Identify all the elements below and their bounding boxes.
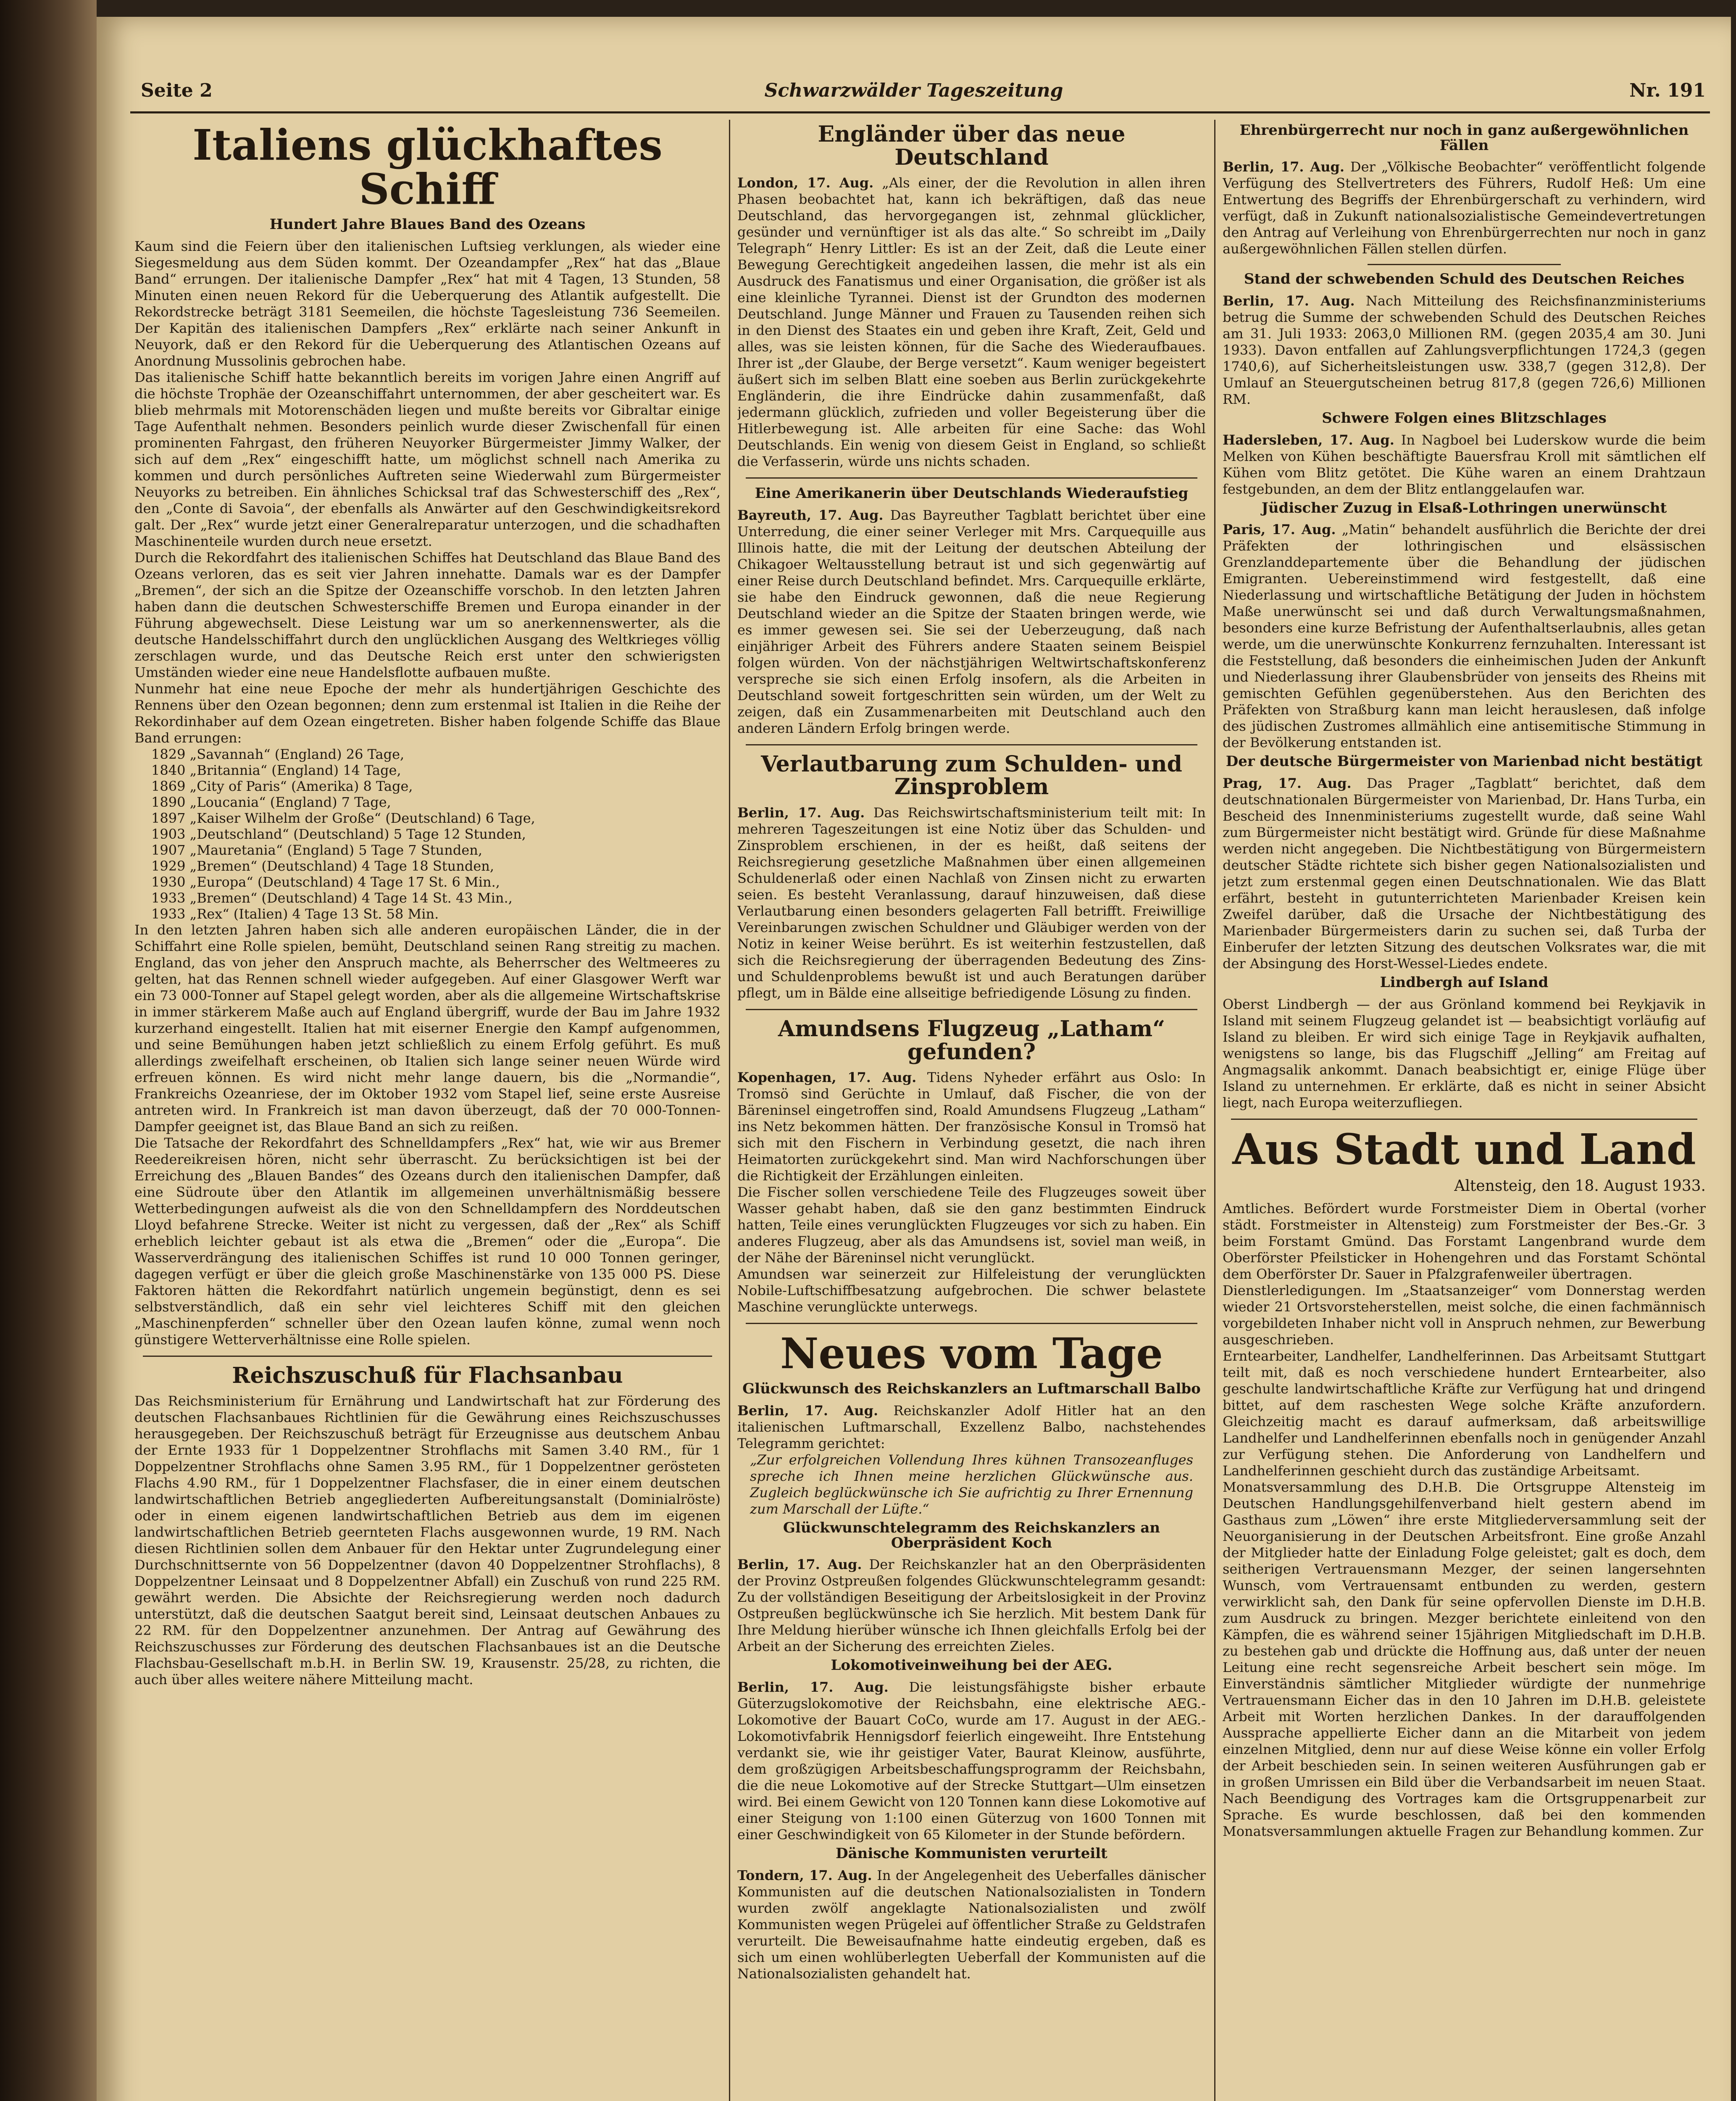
section-title: Neues vom Tage <box>780 1329 1163 1379</box>
list-item: 1829 „Savannah“ (England) 26 Tage, <box>151 746 405 762</box>
dateline: Kopenhagen, 17. Aug. <box>737 1069 917 1086</box>
dateline: London, 17. Aug. <box>737 175 874 191</box>
article-rex <box>134 120 721 1348</box>
dateline: Bayreuth, 17. Aug. <box>737 507 884 523</box>
article-subtitle: Hundert Jahre Blaues Band des Ozeans <box>269 216 586 233</box>
article-title: Jüdischer Zuzug in Elsaß-Lothringen unerwünscht <box>1261 499 1667 516</box>
article-title: Glückwunsch des Reichskanzlers an Luftmarschall Balbo <box>742 1380 1201 1398</box>
paragraph: Dienstlerledigungen. Im „Staatsanzeiger“ vom Donnerstag werden wieder 21 Ortsvorsteherstellen, meist solche, die einen fachmännisch vorgebildeten Inhaber nicht voll in Anspruch nehmen, zur Bewerbung ausgeschrieben. <box>1223 1282 1706 1348</box>
article-divider <box>1368 264 1561 265</box>
article-latham <box>737 1018 1206 1315</box>
article-title: Italiens glückhaftes Schiff <box>192 120 663 214</box>
paragraph: Die Tatsache der Rekordfahrt des Schnelldampfers „Rex“ hat, wie wir aus Bremer Reedereikreisen hören, nicht sehr überrascht. Zu berücksichtigen ist bei der Erreichung des „Blauen Bandes“ des Ozeans durch den italienischen Dampfer, daß eine Südroute über den Atlantik im allgemeinen unverhältnismäßig bessere Wetterbedingungen aufweist als die von den Schnelldampfern des Norddeutschen Lloyd befahrene Strecke. Weiter ist nicht zu vergessen, daß der „Rex“ als Schiff erheblich leichter gebaut ist als etwa die „Bremen“ oder die „Europa“. Die Wasserverdrängung des italienischen Schiffes ist rund 10 000 Tonnen geringer, dagegen verfügt er über die gleich große Maschinenstärke von 135 000 PS. Diese Faktoren hätten die Rekordfahrt natürlich ungemein begünstigt, denn es sei selbstverständlich, daß ein sehr viel leichteres Schiff mit den gleichen „Maschinenpferden“ schneller über den Ozean laufen könne, zumal wenn noch günstigere Wetterverhältnisse eine Rolle spielen. <box>134 1135 721 1348</box>
section-aus-stadt-und-land <box>1223 1124 1706 1840</box>
paragraph: Das italienische Schiff hatte bekanntlich bereits im vorigen Jahre einen Angriff auf die höchste Trophäe der Ozeanschiffahrt unternommen, der aber gescheitert war. Es blieb mehrmals mit Motorenschäden liegen und mußte bereits vor Gibraltar einige Tage Aufenthalt nehmen. Besonders peinlich wurde dieser Zwischenfall für einen prominenten Fahrgast, den früheren Neuyorker Bürgermeister Jimmy Walker, der sich auf dem „Rex“ eingeschifft hatte, um möglichst schnell nach Amerika zu kommen und durch persönliches Auftreten seine Wiederwahl zum Bürgermeister Neuyorks zu betreiben. Ein ähnliches Schicksal traf das Schwesterschiff des „Rex“, den „Conte di Savoia“, der ebenfalls als Anwärter auf den Geschwindigkeitsrekord galt. Der „Rex“ wurde jetzt einer Generalreparatur unterzogen, und die schadhaften Maschinenteile wurden durch neue ersetzt. <box>134 369 721 549</box>
dateline: Paris, 17. Aug. <box>1223 521 1336 538</box>
paragraph: Amundsen war seinerzeit zur Hilfeleistung der verunglückten Nobile-Luftschiffbesatzung aufgebrochen. Die schwer belastete Maschine verunglückte unterwegs. <box>737 1266 1206 1315</box>
article-divider <box>746 1323 1197 1324</box>
paragraph: Der „Völkische Beobachter“ veröffentlicht folgende Verfügung des Stellvertreters des Führers, Rudolf Heß: Um eine Entwertung des Begriffs der Ehrenbürgerschaft zu verhindern, wird verfügt, daß in Zukunft nationalsozialistische Gemeindevertretungen den Antrag auf Verleihung von Ehrenbürgerrechten nur noch in ganz außergewöhnlichen Fällen stellen dürfen. <box>1223 159 1706 257</box>
book-binding <box>0 0 97 2101</box>
paragraph: Nach Mitteilung des Reichsfinanzministeriums betrug die Summe der schwebenden Schuld des Deutschen Reiches am 31. Juli 1933: 2063,0 Millionen RM. (gegen 2035,4 am 30. Juni 1933). Davon entfallen auf Zahlungsverpflichtungen 1724,3 (gegen 1740,6), auf Sicherheitsleistungen usw. 338,7 (gegen 312,8). Der Umlauf an Steuergutscheinen betrug 817,8 (gegen 726,6) Millionen RM. <box>1223 293 1706 408</box>
article-title: Ehrenbürgerrecht nur noch in ganz außergewöhnlichen Fällen <box>1239 122 1689 154</box>
paragraph: Erntearbeiter, Landhelfer, Landhelferinnen. Das Arbeitsamt Stuttgart teilt mit, daß es noch verschiedene hundert Erntearbeiter, also geschulte landwirtschaftliche Kräfte zur Verfügung hat und dringend bittet, auf dem raschesten Wege solche Kräfte anzufordern. Gleichzeitig macht es darauf aufmerksam, daß arbeitswillige Landhelfer und Landhelferinnen ebenfalls noch in genügender Anzahl zur Verfügung stehen. Die Anforderung von Landhelfern und Landhelferinnen geschieht durch das zuständige Arbeitsamt. <box>1223 1348 1706 1479</box>
paragraph: Monatsversammlung des D.H.B. Die Ortsgruppe Altensteig im Deutschen Handlungsgehilfenverband hielt gestern abend im Gasthaus zum „Löwen“ ihre erste Mitgliederversammlung seit der Neuorganisierung in der Deutschen Arbeitsfront. Eine große Anzahl der Mitglieder hatte der Einladung Folge geleistet; galt es doch, dem seitherigen Vertrauensmann Mezger, der seinen langersehnten Wunsch, vom Vertrauensamt entbunden zu werden, gestern verwirklicht sah, den Dank für seine opfervollen Dienste im D.H.B. zum Ausdruck zu bringen. Mezger berichtete einleitend von den Kämpfen, die es während seiner 15jährigen Mitgliedschaft im D.H.B. zu bestehen gab und drückte die Hoffnung aus, daß unter der neuen Leitung eine recht segensreiche Arbeit beschert sein möge. Im Einverständnis sämtlicher Mitglieder würdigte der nunmehrige Vertrauensmann Eicher das in den 10 Jahren im D.H.B. geleistete Arbeit mit Worten herzlichen Dankes. In der darauffolgenden Aussprache appellierte Eicher dann an die Mitarbeit von jedem einzelnen Mitglied, denn nur auf diese Weise könne ein voller Erfolg der Arbeit beschieden sein. In seinen weiteren Ausführungen gab er in großen Umrissen ein Bild über die Verbandsarbeit im neuen Staat. Nach Beendigung des Vortrages kam die Ortsgruppenarbeit zur Sprache. Es wurde beschlossen, daß bei den kommenden Monatsversammlungen aktuelle Fragen zur Behandlung kommen. Zur <box>1223 1479 1706 1839</box>
page-number: Seite 2 <box>141 80 213 101</box>
newspaper-title: Schwarzwälder Tageszeitung <box>764 80 1063 101</box>
article-divider <box>746 477 1197 479</box>
list-item: 1933 „Rex“ (Italien) 4 Tage 13 St. 58 Min. <box>151 906 439 922</box>
paragraph: Der Reichskanzler hat an den Oberpräsidenten der Provinz Ostpreußen folgendes Glückwunschtelegramm gesandt: Zu der vollständigen Beseitigung der Arbeitslosigkeit in der Provinz Ostpreußen beglückwünsche ich Sie herzlich. Mit bestem Dank für Ihre Meldung hierüber wünsche ich Ihnen gleichfalls Erfolg bei der Arbeit an der Sicherung des erreichten Zieles. <box>737 1556 1206 1655</box>
article-title: Lindbergh auf Island <box>1380 974 1549 991</box>
article-divider <box>746 1009 1197 1010</box>
paragraph: Nunmehr hat eine neue Epoche der mehr als hundertjährigen Geschichte des Rennens über den Ozean begonnen; denn zum erstenmal ist Italien in die Reihe der Rekordinhaber auf dem Ozean eingetreten. Bisher haben folgende Schiffe das Blaue Band errungen: <box>134 680 721 746</box>
article-title: Eine Amerikanerin über Deutschlands Wiederaufstieg <box>755 485 1189 502</box>
article-title: Der deutsche Bürgermeister von Marienbad nicht bestätigt <box>1226 753 1703 770</box>
list-item: 1840 „Britannia“ (England) 14 Tage, <box>151 762 401 778</box>
dateline: Berlin, 17. Aug. <box>1223 159 1344 175</box>
paragraph: In der Angelegenheit des Ueberfalles dänischer Kommunisten auf die deutschen Nationalsozialisten in Tondern wurden zwölf angeklagte Nationalsozialisten und zwölf Kommunisten wegen Prügelei auf öffentlicher Straße zu Geldstrafen verurteilt. Die Beweisaufnahme hatte eindeutig ergeben, daß es sich um einen wohlüberlegten Ueberfall der Kommunisten auf die Nationalsozialisten gehandelt hat. <box>737 1867 1206 1982</box>
dateline: Prag, 17. Aug. <box>1223 775 1352 792</box>
paragraph: „Als einer, der die Revolution in allen ihren Phasen beobachtet hat, kann ich bekräftigen, daß das neue Deutschland, das hervorgegangen ist, zehnmal glücklicher, gesünder und vernünftiger ist als das alte.“ So schreibt im „Daily Telegraph“ Henry Littler: Es ist an der Zeit, daß die Leute einer Bewegung Gerechtigkeit angedeihen lassen, die mehr ist als ein Ausdruck des Fanatismus und einer Organisation, die größer ist als eine kleinliche Tyrannei. Dienst ist der Grundton des modernen Deutschland. Junge Männer und Frauen zu Tausenden reihen sich in den Dienst des Staates ein und geben ihre Kraft, Zeit, Geld und alles, was sie leisten können, für die Sache des Wiederaufbaues. Ihrer ist „der Glaube, der Berge versetzt“. Kaum weniger begeistert äußert sich im selben Blatt eine soeben aus Berlin zurückgekehrte Engländerin, die ihre Eindrücke dahin zusammenfaßt, daß jedermann glücklich, zufrieden und voller Begeisterung über die Hitlerbewegung ist. Alle arbeiten für eine Sache: das Wohl Deutschlands. Ein wenig von diesem Geist in England, so schließt die Verfasserin, würde uns nichts schaden. <box>737 175 1206 470</box>
paragraph: Durch die Rekordfahrt des italienischen Schiffes hat Deutschland das Blaue Band des Ozeans verloren, das es seit vier Jahren innehatte. Damals war es der Dampfer „Bremen“, der sich an die Spitze der Ozeanschiffe vorschob. In den letzten Jahren haben dann die deutschen Schwesterschiffe Bremen und Europa einander in der Führung abgewechselt. Diese Leistung war um so anerkennenswerter, als die deutsche Handelsschiffahrt durch den unglücklichen Ausgang des Weltkrieges völlig zerschlagen wurde, und das Deutsche Reich erst unter den schwierigsten Umständen wieder eine neue Handelsflotte aufbauen mußte. <box>134 549 721 680</box>
list-item: 1890 „Loucania“ (England) 7 Tage, <box>151 794 391 810</box>
header-rule <box>130 111 1710 113</box>
column-1 <box>134 120 721 2101</box>
article-title: Engländer über das neue Deutschland <box>818 121 1126 170</box>
article-amerikanerin <box>737 486 1206 737</box>
paragraph: „Matin“ behandelt ausführlich die Berichte der drei Präfekten der lothringischen und elsässischen Grenzlanddepartemente über die Behandlung der jüdischen Emigranten. Uebereinstimmend wird festgestellt, daß eine Niederlassung und wirtschaftliche Betätigung der Juden in höchstem Maße unerwünscht sei und daß durch Verwaltungsmaßnahmen, besonders eine kurze Befristung der Aufenthaltserlaubnis, alles getan werde, um die unerwünschte Konkurrenz fernzuhalten. Interessant ist die Feststellung, daß besonders die einheimischen Juden der Ankunft und Niederlassung ihrer Glaubensbrüder von jenseits des Rheins mit gemischten Gefühlen gegenüberstehen. Aus den Berichten des Präfekten von Straßburg kann man leicht herauslesen, daß infolge des jüdischen Zustromes allmählich eine antisemitische Stimmung in der Bevölkerung entstanden ist. <box>1223 521 1706 751</box>
paragraph: Amtliches. Befördert wurde Forstmeister Diem in Obertal (vorher städt. Forstmeister in Altensteig) zum Forstmeister der Bes.-Gr. 3 beim Forstamt Gmünd. Das Forstamt Langenbrand wurde dem Oberförster Pfeilsticker in Hohengehren und das Forstamt Schöntal dem Oberförster Dr. Sauer in Pfalzgrafenweiler übertragen. <box>1223 1200 1706 1282</box>
article-schwebende-schuld <box>1223 272 1706 408</box>
record-list <box>134 746 721 922</box>
article-blitzschlag <box>1223 411 1706 498</box>
dateline: Berlin, 17. Aug. <box>737 1402 879 1419</box>
dateline: Berlin, 17. Aug. <box>737 1556 862 1573</box>
article-juedischer-zuzug <box>1223 501 1706 751</box>
article-title: Dänische Kommunisten verurteilt <box>836 1845 1107 1862</box>
list-item: 1897 „Kaiser Wilhelm der Große“ (Deutschland) 6 Tage, <box>151 810 535 826</box>
article-title: Reichszuschuß für Flachsanbau <box>232 1362 623 1388</box>
list-item: 1929 „Bremen“ (Deutschland) 4 Tage 18 Stunden, <box>151 858 494 874</box>
paragraph: Das Reichswirtschaftsministerium teilt mit: In mehreren Tageszeitungen ist eine Notiz über das Schulden- und Zinsproblem erschienen, in der es heißt, daß seitens der Reichsregierung gesetzliche Maßnahmen über einen allgemeinen Schuldenerlaß oder einen Nachlaß von Zinsen nicht zu erwarten seien. Es besteht Veranlassung, darauf hinzuweisen, daß diese Verlautbarung einen besonders gelagerten Fall betrifft. Freiwillige Vereinbarungen zwischen Schuldner und Gläubiger werden von der Notiz in keiner Weise berührt. Es ist weiterhin festzustellen, daß sich die Reichsregierung der überragenden Bedeutung des Zins- und Schuldenproblems bewußt ist und auch Beratungen darüber pflegt, um in Bälde eine allseitige befriedigende Lösung zu finden. <box>737 805 1206 1001</box>
list-item: 1907 „Mauretania“ (England) 5 Tage 7 Stunden, <box>151 842 483 858</box>
paragraph: Kaum sind die Feiern über den italienischen Luftsieg verklungen, als wieder eine Siegesmeldung aus dem Süden kommt. Der Ozeandampfer „Rex“ hat das „Blaue Band“ errungen. Der italienische Dampfer „Rex“ hat mit 4 Tagen, 13 Stunden, 58 Minuten einen neuen Rekord für die Ueberquerung des Atlantik aufgestellt. Die Rekordstrecke beträgt 3181 Seemeilen, die höchste Tagesleistung 736 Seemeilen. Der Kapitän des italienischen Dampfers „Rex“ erklärte nach seiner Ankunft in Neuyork, daß er den Rekord für die Ueberquerung des Atlantischen Ozeans auf Anordnung Mussolinis gebrochen habe. <box>134 238 721 369</box>
article-title: Glückwunschtelegramm des Reichskanzlers an Oberpräsident Koch <box>783 1519 1160 1551</box>
article-englaender <box>737 123 1206 470</box>
article-title: Stand der schwebenden Schuld des Deutschen Reiches <box>1244 271 1685 288</box>
paragraph: Das Reichsministerium für Ernährung und Landwirtschaft hat zur Förderung des deutschen Flachsanbaues Richtlinien für die Gewährung eines Reichszuschusses herausgegeben. Der Reichszuschuß beträgt für Erzeugnisse aus deutschem Anbau der Ernte 1933 für 1 Doppelzentner Strohflachs mit Samen 3.40 RM., für 1 Doppelzentner Strohflachs ohne Samen 3.95 RM., für 1 Doppelzentner gerösteten Flachs 4.90 RM., für 1 Doppelzentner Flachsfaser, die in einer einem deutschen landwirtschaftlichen Betrieb angegliederten Aufbereitungsanstalt (Dominialröste) oder in einem eigenen landwirtschaftlichen Betrieb aus dem im eigenen landwirtschaftlichen Betrieb geernteten Flachs ausgewonnen wurde, 19 RM. Nach diesen Richtlinien sollen dem Anbauer für den Hektar unter Zugrundelegung einer Durchschnittsernte von 56 Doppelzentner (davon 40 Doppelzentner Strohflachs), 8 Doppelzentner Leinsaat und 8 Doppelzentner Abfall) ein Zuschuß von rund 225 RM. gewährt werden. Die Absichte der Reichsregierung werden noch dadurch unterstützt, daß die deutschen Saatgut bereit sind, Leinsaat deutschen Anbaues zu 22 RM. für den Doppelzentner anzunehmen. Der Antrag auf Gewährung des Reichszuschusses zur Förderung des deutschen Flachsanbaues ist an die Deutsche Flachsbau-Gesellschaft m.b.H. in Berlin SW. 19, Krausenstr. 25/28, zu richten, die auch über alles weitere nähere Mitteilung macht. <box>134 1393 721 1688</box>
article-divider <box>1231 1119 1697 1120</box>
article-schuldenproblem <box>737 753 1206 1001</box>
article-marienbad <box>1223 754 1706 972</box>
paragraph: In Nagboel bei Luderskow wurde die beim Melken von Kühen beschäftigte Bauersfrau Kroll mit sämtlichen elf Kühen vom Blitz getötet. Die Kühe waren an einem Drahtzaun festgebunden, an dem der Blitz entlanggelaufen war. <box>1223 432 1706 497</box>
article-divider <box>143 1356 712 1357</box>
article-flachsanbau <box>134 1364 721 1688</box>
article-title: Lokomotiveinweihung bei der AEG. <box>831 1657 1113 1674</box>
dateline: Berlin, 17. Aug. <box>737 1679 889 1695</box>
article-lindbergh <box>1223 975 1706 1111</box>
article-title: Schwere Folgen eines Blitzschlages <box>1322 410 1607 427</box>
dateline: Tondern, 17. Aug. <box>737 1867 872 1883</box>
dateline: Berlin, 17. Aug. <box>1223 293 1355 309</box>
article-ehrenbuergerrecht <box>1223 123 1706 257</box>
list-item: 1930 „Europa“ (Deutschland) 4 Tage 17 St. 6 Min., <box>151 874 500 890</box>
telegram-quote: „Zur erfolgreichen Vollendung Ihres kühnen Transozeanfluges spreche ich Ihnen meine herzlichen Glückwünsche aus. Zugleich beglückwünsche ich Sie aufrichtig zu Ihrer Ernennung zum Marschall der Lüfte.“ <box>750 1451 1193 1517</box>
paragraph: Oberst Lindbergh — der aus Grönland kommend bei Reykjavik in Island mit seinem Flugzeug gelandet ist — beabsichtigt vorläufig auf Island zu bleiben. Er wird sich einige Tage in Reykjavik aufhalten, wenigstens so lange, bis das Flugschiff „Jelling“ am Freitag auf Angmagsalik ankommt. Danach beabsichtigt er, einige Flüge über Island zu unternehmen. Er erklärte, daß es nicht in seiner Absicht liegt, nach Europa weiterzufliegen. <box>1223 996 1706 1111</box>
article-divider <box>746 744 1197 745</box>
dateline: Berlin, 17. Aug. <box>737 805 865 821</box>
article-title: Verlautbarung zum Schulden- und Zinsproblem <box>761 751 1182 800</box>
paragraph: Tidens Nyheder erfährt aus Oslo: In Tromsö sind Gerüchte in Umlauf, daß Fischer, die von der Bäreninsel eingetroffen sind, Roald Amundsens Flugzeug „Latham“ ins Netz bekommen hätten. Der französische Konsul in Tromsö hat sich mit den Fischern in Verbindung gesetzt, die nach ihren Heimatorten zurückgekehrt sind. Man wird Nachforschungen über die Richtigkeit der Erzählungen einleiten. <box>737 1069 1206 1184</box>
paragraph: In den letzten Jahren haben sich alle anderen europäischen Länder, die in der Schiffahrt eine Rolle spielen, bemüht, Deutschland seinen Rang streitig zu machen. England, das von jeher den Anspruch machte, als Beherrscher des Weltmeeres zu gelten, hat das Rennen schnell wieder aufgegeben. Auf einer Glasgower Werft war ein 73 000-Tonner auf Stapel gelegt worden, aber als die allgemeine Wirtschaftskrise in immer stärkerem Maße auch auf England übergriff, wurde der Bau im Jahre 1932 kurzerhand eingestellt. Italien hat mit eiserner Energie den Kampf aufgenommen, und seine Bemühungen haben jetzt schließlich zu einem Erfolg geführt. Es muß allerdings zweifelhaft erscheinen, ob Italien sich lange seiner neuen Würde wird erfreuen können. Es wird nicht mehr lange dauern, bis die „Normandie“, Frankreichs Ozeanriese, der im Oktober 1932 vom Stapel lief, seine erste Ausreise antreten wird. In Frankreich ist man davon überzeugt, daß der 70 000-Tonnen-Dampfer geeignet ist, das Blaue Band an sich zu reißen. <box>134 921 721 1135</box>
section-title: Aus Stadt und Land <box>1232 1124 1696 1174</box>
column-rule <box>1214 120 1215 2101</box>
paragraph: Reichskanzler Adolf Hitler hat an den italienischen Luftmarschall, Exzellenz Balbo, nachstehendes Telegramm gerichtet: <box>737 1402 1206 1451</box>
list-item: 1933 „Bremen“ (Deutschland) 4 Tage 14 St. 43 Min., <box>151 890 513 906</box>
paragraph: Die leistungsfähigste bisher erbaute Güterzugslokomotive der Reichsbahn, eine elektrische AEG.-Lokomotive der Bauart CoCo, wurde am 17. August in der AEG.-Lokomotivfabrik Hennigsdorf feierlich eingeweiht. Ihre Entstehung verdankt sie, wie ihr geistiger Vater, Baurat Kleinow, ausführte, dem großzügigen Arbeitsbeschaffungsprogramm der Reichsbahn, die die neue Lokomotive auf der Strecke Stuttgart—Ulm einsetzen wird. Bei einem Gewicht von 120 Tonnen kann diese Lokomotive auf einer Steigung von 1:100 einen Güterzug von 1600 Tonnen mit einer Geschwindigkeit von 65 Kilometer in der Stunde befördern. <box>737 1679 1206 1843</box>
newspaper-page <box>97 17 1731 2101</box>
list-item: 1903 „Deutschland“ (Deutschland) 5 Tage 12 Stunden, <box>151 826 526 842</box>
paragraph: Die Fischer sollen verschiedene Teile des Flugzeuges soweit über Wasser gehabt haben, daß sie den ganz bestimmten Eindruck hatten, Teile eines verunglückten Flugzeuges vor sich zu haben. Ein anderes Flugzeug, aber als das Amundsens ist, soviel man weiß, in der Nähe der Bäreninsel nicht verunglückt. <box>737 1184 1206 1266</box>
paragraph: Das Prager „Tagblatt“ berichtet, daß dem deutschnationalen Bürgermeister von Marienbad, Dr. Hans Turba, ein Bescheid des Innenministeriums zugestellt wurde, daß seine Wahl zum Bürgermeister nicht bestätigt wird. Gründe für diese Maßnahme werden nicht angegeben. Die Nichtbestätigung von Bürgermeistern deutscher Städte richtete sich bisher gegen Nationalsozialisten und jetzt zum erstenmal gegen einen Deutschnationalen. Wie das Blatt erfährt, besteht in gutunterrichteten Marienbader Kreisen kein Zweifel darüber, daß die Ursache der Nichtbestätigung des Marienbader Bürgermeisters darin zu suchen sei, daß Turba der Einberufer der letzten Sitzung des deutschen Volksrates war, die mit der Absingung des Horst-Wessel-Liedes endete. <box>1223 775 1706 972</box>
article-title: Amundsens Flugzeug „Latham“ gefunden? <box>778 1016 1165 1065</box>
paragraph: Das Bayreuther Tagblatt berichtet über eine Unterredung, die einer seiner Verleger mit Mrs. Carquequille aus Illinois hatte, die mit der Leitung der deutschen Abteilung der Chikagoer Weltausstellung betraut ist und sich gegenwärtig auf einer Reise durch Deutschland befindet. Mrs. Carquequille erklärte, sie habe den Eindruck gewonnen, daß die neue Regierung Deutschland wieder an die Spitze der Staaten bringen werde, wie es immer gewesen sei. Sie sei der Ueberzeugung, daß nach einjähriger Arbeit des Führers andere Staaten seinem Beispiel folgen würden. Von der nächstjährigen Weltwirtschaftskonferenz verspreche sie sich einen Erfolg insofern, als die Arbeiten in Deutschland soweit fortgeschritten sein würden, um der Welt zu zeigen, daß ein Zusammenarbeiten mit Deutschland auch den anderen Ländern Erfolg bringen werde. <box>737 507 1206 736</box>
issue-number: Nr. 191 <box>1629 80 1706 101</box>
section-neues-vom-tage <box>737 1329 1206 1982</box>
local-dateline: Altensteig, den 18. August 1933. <box>1454 1177 1706 1195</box>
column-3 <box>1223 120 1706 2101</box>
column-2 <box>737 120 1206 2101</box>
dateline: Hadersleben, 17. Aug. <box>1223 432 1394 448</box>
column-rule <box>729 120 730 2101</box>
list-item: 1869 „City of Paris“ (Amerika) 8 Tage, <box>151 778 413 794</box>
